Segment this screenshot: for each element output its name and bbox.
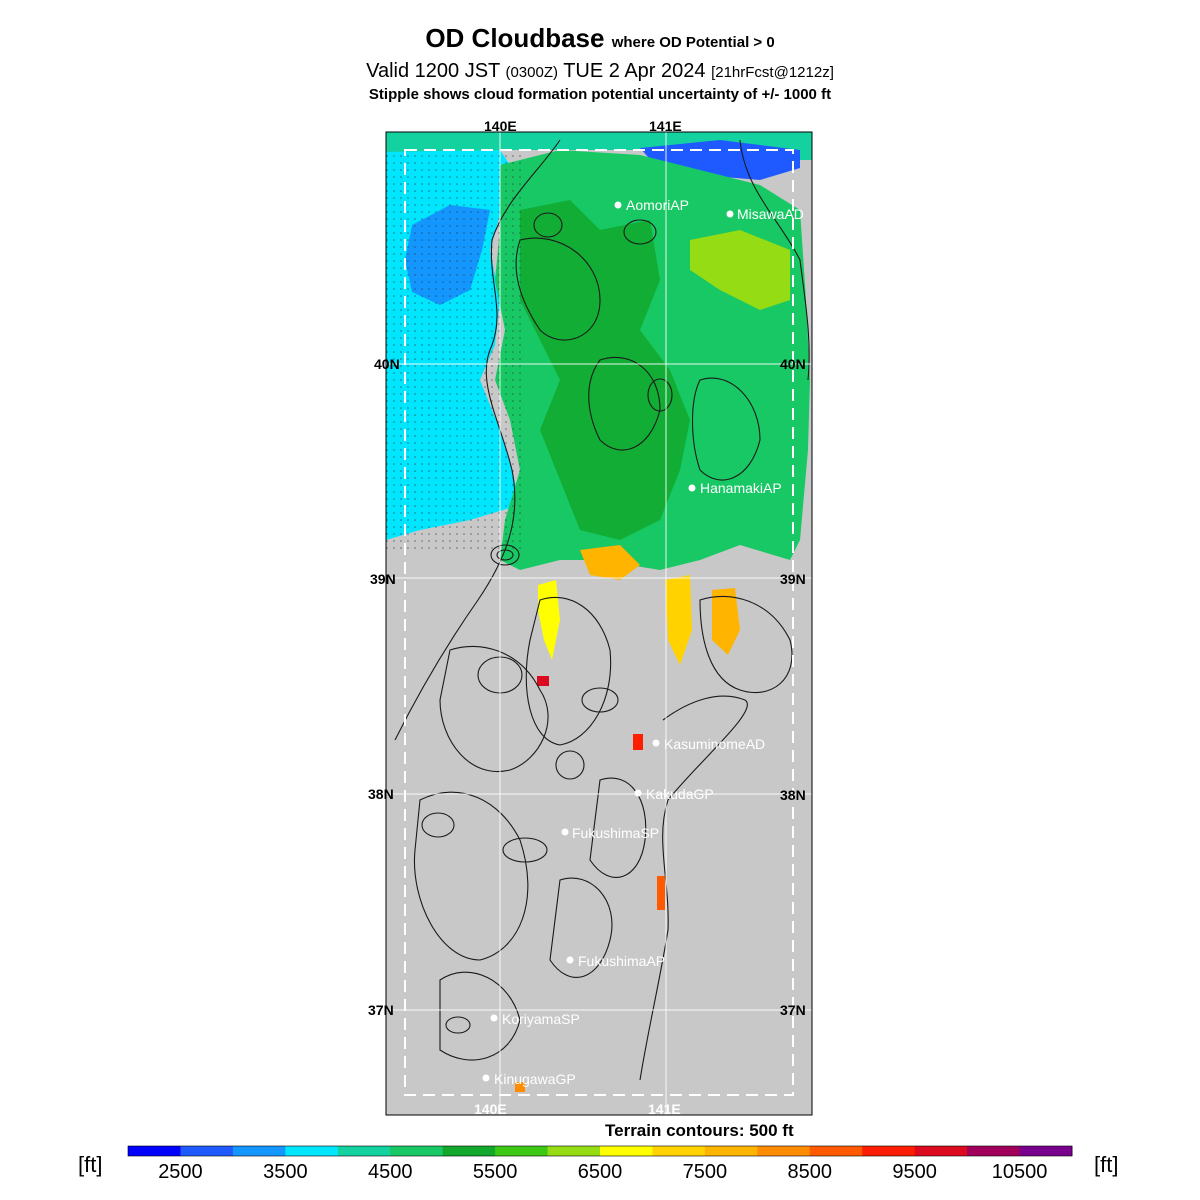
valid-prefix: Valid 1200 JST bbox=[366, 60, 500, 82]
station-dot-koriyama bbox=[491, 1015, 498, 1022]
station-dot-kakuda bbox=[635, 790, 642, 797]
legend-swatch bbox=[757, 1146, 810, 1156]
station-dot-hanamaki bbox=[689, 485, 696, 492]
station-label-kinugawa: KinugawaGP bbox=[494, 1071, 576, 1087]
cloud-red-patch-a bbox=[537, 676, 549, 686]
lat-label-left-37n: 37N bbox=[368, 1002, 394, 1018]
lon-label-bottom-140e: 140E bbox=[474, 1101, 507, 1117]
station-label-aomori: AomoriAP bbox=[626, 197, 690, 213]
station-dot-misawa bbox=[727, 211, 734, 218]
main-title-text: OD Cloudbase bbox=[425, 23, 605, 53]
lat-label-right-37n: 37N bbox=[780, 1002, 806, 1018]
legend-tick-label: 8500 bbox=[787, 1161, 833, 1183]
legend-swatch bbox=[443, 1146, 496, 1156]
station-dot-fukushima-sp bbox=[562, 829, 569, 836]
station-label-fukushima-ap: FukushimaAP bbox=[578, 953, 666, 969]
legend-swatch bbox=[338, 1146, 391, 1156]
legend-tick-label: 2500 bbox=[158, 1161, 203, 1183]
legend-swatch bbox=[548, 1146, 601, 1156]
legend-labels bbox=[158, 1161, 1047, 1183]
station-label-misawa: MisawaAD bbox=[737, 206, 804, 222]
cloud-red-kasuminome bbox=[633, 734, 643, 750]
station-label-kakuda: KakudaGP bbox=[646, 786, 714, 802]
legend-tick-label: 3500 bbox=[263, 1161, 308, 1183]
station-label-hanamaki: HanamakiAP bbox=[700, 480, 782, 496]
lon-label-top-140e: 140E bbox=[484, 118, 517, 134]
legend-swatch bbox=[705, 1146, 758, 1156]
legend-tick-label: 4500 bbox=[367, 1161, 413, 1183]
station-label-fukushima-sp: FukushimaSP bbox=[572, 825, 660, 841]
legend-swatch bbox=[390, 1146, 443, 1156]
valid-utc: (0300Z) bbox=[505, 64, 558, 81]
forecast-info: [21hrFcst@1212z] bbox=[711, 64, 834, 81]
legend-swatch bbox=[128, 1146, 181, 1156]
station-dot-kinugawa bbox=[483, 1075, 490, 1082]
legend-swatch bbox=[810, 1146, 863, 1156]
valid-date: TUE 2 Apr 2024 bbox=[563, 60, 706, 82]
legend-swatch bbox=[1020, 1146, 1073, 1156]
lon-label-top-141e: 141E bbox=[649, 118, 682, 134]
lon-label-bottom-141e: 141E bbox=[648, 1101, 681, 1117]
legend-tick-label: 5500 bbox=[472, 1161, 518, 1183]
legend-swatch bbox=[233, 1146, 286, 1156]
legend-unit-left: [ft] bbox=[78, 1152, 103, 1177]
legend-swatch bbox=[967, 1146, 1020, 1156]
legend-tick-label: 10500 bbox=[991, 1161, 1048, 1183]
legend-tick-label: 7500 bbox=[682, 1161, 728, 1183]
main-title-suffix: where OD Potential > 0 bbox=[611, 34, 775, 51]
legend-swatch bbox=[600, 1146, 653, 1156]
legend-swatch bbox=[495, 1146, 548, 1156]
legend-swatch bbox=[862, 1146, 915, 1156]
legend-swatch bbox=[652, 1146, 705, 1156]
lat-label-left-40n: 40N bbox=[374, 356, 400, 372]
station-label-koriyama: KoriyamaSP bbox=[502, 1011, 580, 1027]
legend-tick-label: 6500 bbox=[577, 1161, 623, 1183]
legend-unit-right: [ft] bbox=[1094, 1152, 1119, 1177]
station-label-kasuminome: KasuminomeAD bbox=[664, 736, 766, 752]
legend-swatch bbox=[180, 1146, 233, 1156]
legend-tick-label: 9500 bbox=[892, 1161, 937, 1183]
subtitle: Stipple shows cloud formation potential uncertainty of +/- 1000 ft bbox=[368, 86, 832, 103]
cloud-orange-strip-coast bbox=[657, 876, 665, 910]
lat-label-right-40n: 40N bbox=[780, 356, 806, 372]
station-dot-aomori bbox=[615, 202, 622, 209]
stipple-area bbox=[386, 150, 521, 550]
lat-label-left-39n: 39N bbox=[370, 571, 396, 587]
station-dot-fukushima-ap bbox=[567, 957, 574, 964]
legend-swatch bbox=[915, 1146, 968, 1156]
lat-label-right-38n: 38N bbox=[780, 787, 806, 803]
color-legend bbox=[128, 1146, 1073, 1156]
lat-label-right-39n: 39N bbox=[780, 571, 806, 587]
legend-swatch bbox=[285, 1146, 338, 1156]
lat-label-left-38n: 38N bbox=[368, 786, 394, 802]
contour-note: Terrain contours: 500 ft bbox=[605, 1121, 794, 1140]
station-dot-kasuminome bbox=[653, 740, 660, 747]
